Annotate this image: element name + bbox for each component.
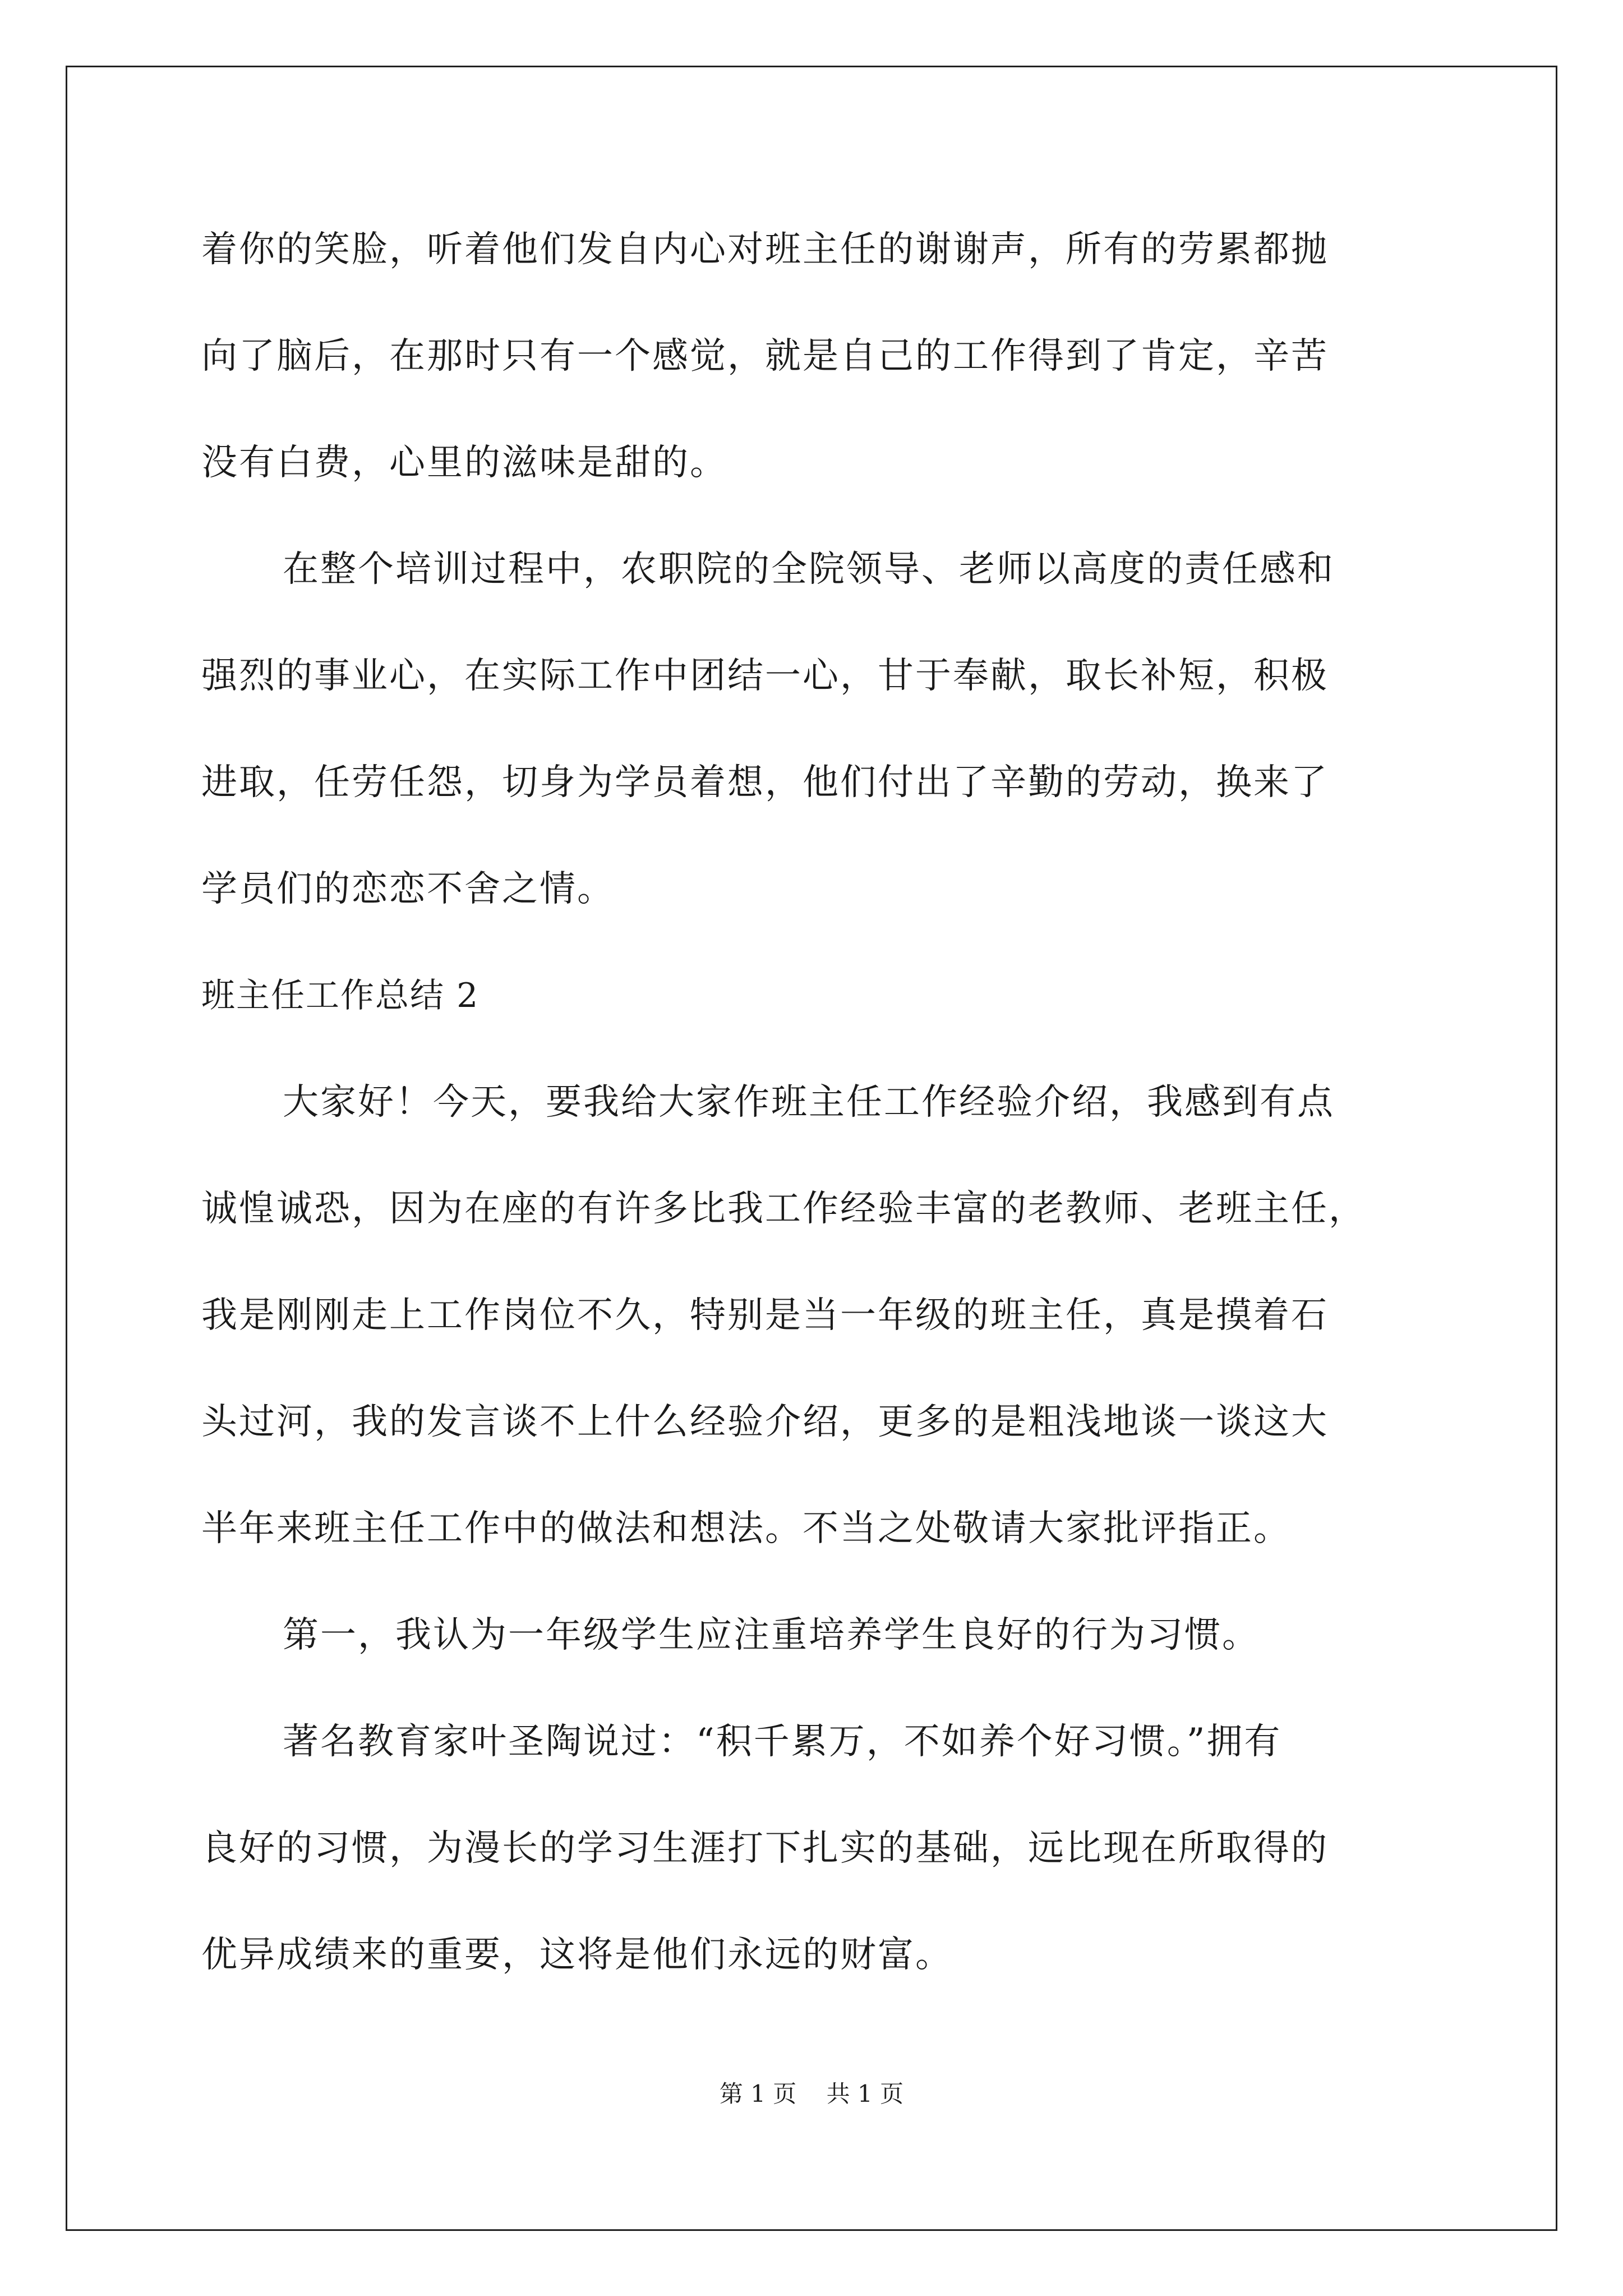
section-heading: 班主任工作总结 2 <box>201 976 479 1015</box>
text-line: 没有白费，心里的滋味是甜的。 <box>201 442 727 484</box>
text-line: 诚惶诚恐，因为在座的有许多比我工作经验丰富的老教师、老班主任， <box>201 1188 1366 1230</box>
text-line: 优异成绩来的重要，这将是他们永远的财富。 <box>201 1934 953 1976</box>
text-line: 学员们的恋恋不舍之情。 <box>201 868 615 910</box>
paragraph-start: 第一，我认为一年级学生应注重培养学生良好的行为习惯。 <box>283 1614 1260 1656</box>
text-line: 我是刚刚走上工作岗位不久，特别是当一年级的班主任，真是摸着石 <box>201 1295 1329 1336</box>
paragraph-start: 著名教育家叶圣陶说过：“积千累万，不如养个好习惯。”拥有 <box>283 1721 1282 1763</box>
text-line: 良好的习惯，为漫长的学习生涯打下扎实的基础，远比现在所取得的 <box>201 1828 1329 1869</box>
paragraph-start: 大家好！今天，要我给大家作班主任工作经验介绍，我感到有点 <box>283 1082 1335 1123</box>
text-line: 半年来班主任工作中的做法和想法。不当之处敬请大家批评指正。 <box>201 1508 1291 1549</box>
page-number: 第 1 页 <box>719 2080 797 2108</box>
text-line: 头过河，我的发言谈不上什么经验介绍，更多的是粗浅地谈一谈这大 <box>201 1401 1329 1443</box>
document-body <box>201 216 1422 2028</box>
text-line: 着你的笑脸，听着他们发自内心对班主任的谢谢声，所有的劳累都抛 <box>201 229 1329 270</box>
paragraph-start: 在整个培训过程中，农职院的全院领导、老师以高度的责任感和 <box>283 549 1335 590</box>
text-line: 进取，任劳任怨，切身为学员着想，他们付出了辛勤的劳动，换来了 <box>201 762 1329 803</box>
page-total: 共 1 页 <box>826 2080 904 2108</box>
text-line: 向了脑后，在那时只有一个感觉，就是自己的工作得到了肯定，辛苦 <box>201 335 1329 377</box>
page-footer <box>0 2076 1623 2109</box>
text-line: 强烈的事业心，在实际工作中团结一心，甘于奉献，取长补短，积极 <box>201 655 1329 697</box>
